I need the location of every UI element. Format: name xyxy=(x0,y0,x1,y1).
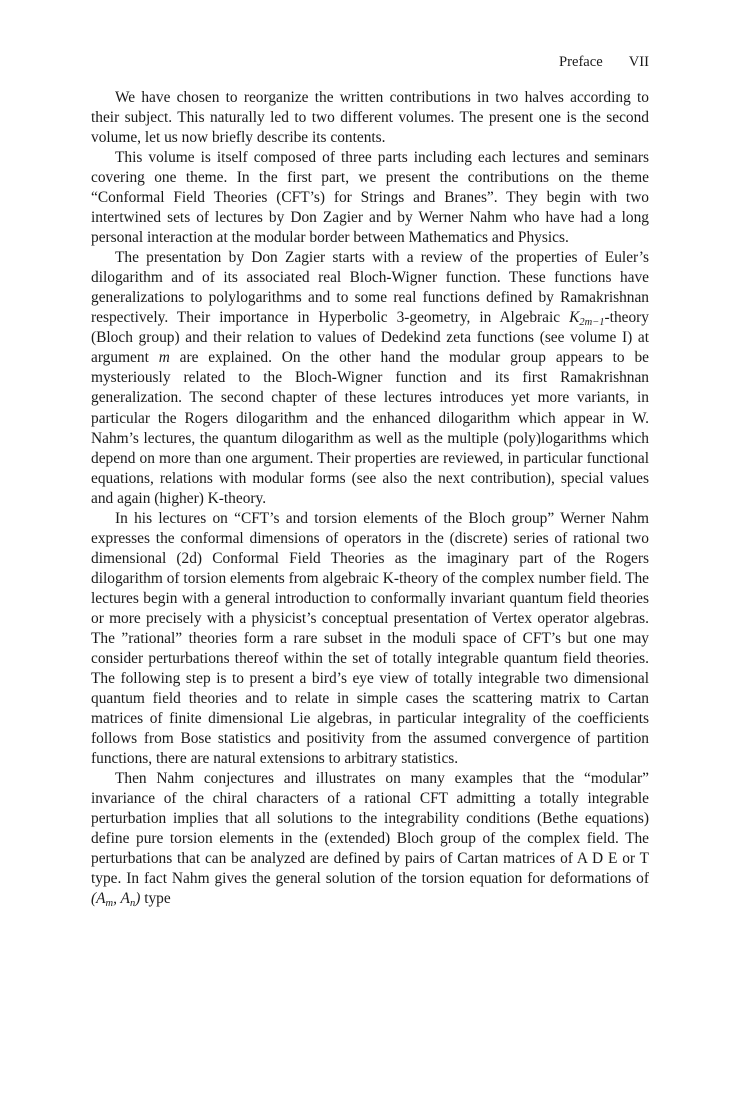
paragraph-3-text-c: are explained. On the other hand the modular group appears to be mysteriously related to the Bloch-Wigner function and its first Ramakrishnan generalization. The second chapter of these lectures introduces yet more variants, in particular the Rogers dilogarithm and the enhanced dilogarithm which appear in W. Nahm’s lectures, the quantum dilogarithm as well as the multiple (poly)logarithms which depend on more than one argument. Their properties are reviewed, in particular functional equations, relations with modular forms (see also the next contribution), special values and again (higher) K-theory. xyxy=(91,349,649,507)
math-pair-close: ) xyxy=(135,890,141,908)
paragraph-3-text-b: -theory (Bloch group) and their relation to values of Dedekind zeta functions (see volume I) at argument xyxy=(91,309,649,367)
math-pair-open: (A xyxy=(91,890,106,908)
math-k-subscript: 2m−1 xyxy=(579,317,605,329)
math-m-symbol: m xyxy=(158,349,170,367)
running-head-section: Preface xyxy=(558,54,603,70)
paragraph-3-text-a: The presentation by Don Zagier starts with a review of the properties of Euler’s dilogarithm and of its associated real Bloch-Wigner function. These functions have generalizations to polylogarithms and to some real functions defined by Ramakrishnan respectively. Their importance in Hyperbolic 3-geometry, in Algebraic xyxy=(91,249,649,327)
paragraph-4: In his lectures on “CFT’s and torsion elements of the Bloch group” Werner Nahm expresses the conformal dimensions of operators in the (discrete) series of rational two dimensional (2d) Conformal Field Theories as the imaginary part of the Rogers dilogarithm of torsion elements from algebraic K-theory of the complex number field. The lectures begin with a general introduction to conformally invariant quantum field theories or more precisely with a physicist’s conceptual presentation of Vertex operator algebras. The ”rational” theories form a rare subset in the moduli space of CFT’s but one may consider perturbations thereof within the set of totally integrable quantum field theories. The following step is to present a bird’s eye view of totally integrable two dimensional quantum field theories and to relate in simple cases the scattering matrix to Cartan matrices of finite dimensional Lie algebras, in particular integrality of the coefficients follows from Bose statistics and positivity from the assumed convergence of partition functions, there are natural extensions to arbitrary statistics. xyxy=(91,509,649,768)
body-text xyxy=(91,88,649,909)
math-k-symbol: K xyxy=(569,309,580,327)
math-pair-sub-m: m xyxy=(105,898,114,910)
math-pair-sub-n: n xyxy=(129,898,136,910)
math-pair-mid: , A xyxy=(113,890,130,908)
paragraph-2: This volume is itself composed of three parts including each lectures and seminars covering one theme. In the first part, we present the contributions on the theme “Conformal Field Theories (CFT’s) for Strings and Branes”. They begin with two intertwined sets of lectures by Don Zagier and by Werner Nahm who have had a long personal interaction at the modular border between Mathematics and Physics. xyxy=(91,149,649,247)
running-head xyxy=(559,54,649,71)
paragraph-5-text-a: Then Nahm conjectures and illustrates on many examples that the “modular” invariance of the chiral characters of a rational CFT admitting a totally integrable perturbation implies that all solutions to the integrability conditions (Bethe equations) define pure torsion elements in the (extended) Bloch group of the complex field. The perturbations that can be analyzed are defined by pairs of Cartan matrices of A D E or T type. In fact Nahm gives the general solution of the torsion equation for deformations of xyxy=(91,770,649,888)
page-number: VII xyxy=(628,54,649,70)
paragraph-1: We have chosen to reorganize the written contributions in two halves according to their subject. This naturally led to two different volumes. The present one is the second volume, let us now briefly describe its contents. xyxy=(91,89,649,147)
paragraph-5 xyxy=(91,769,649,909)
paragraph-5-text-b: type xyxy=(140,890,171,908)
paragraph-3 xyxy=(91,248,649,508)
